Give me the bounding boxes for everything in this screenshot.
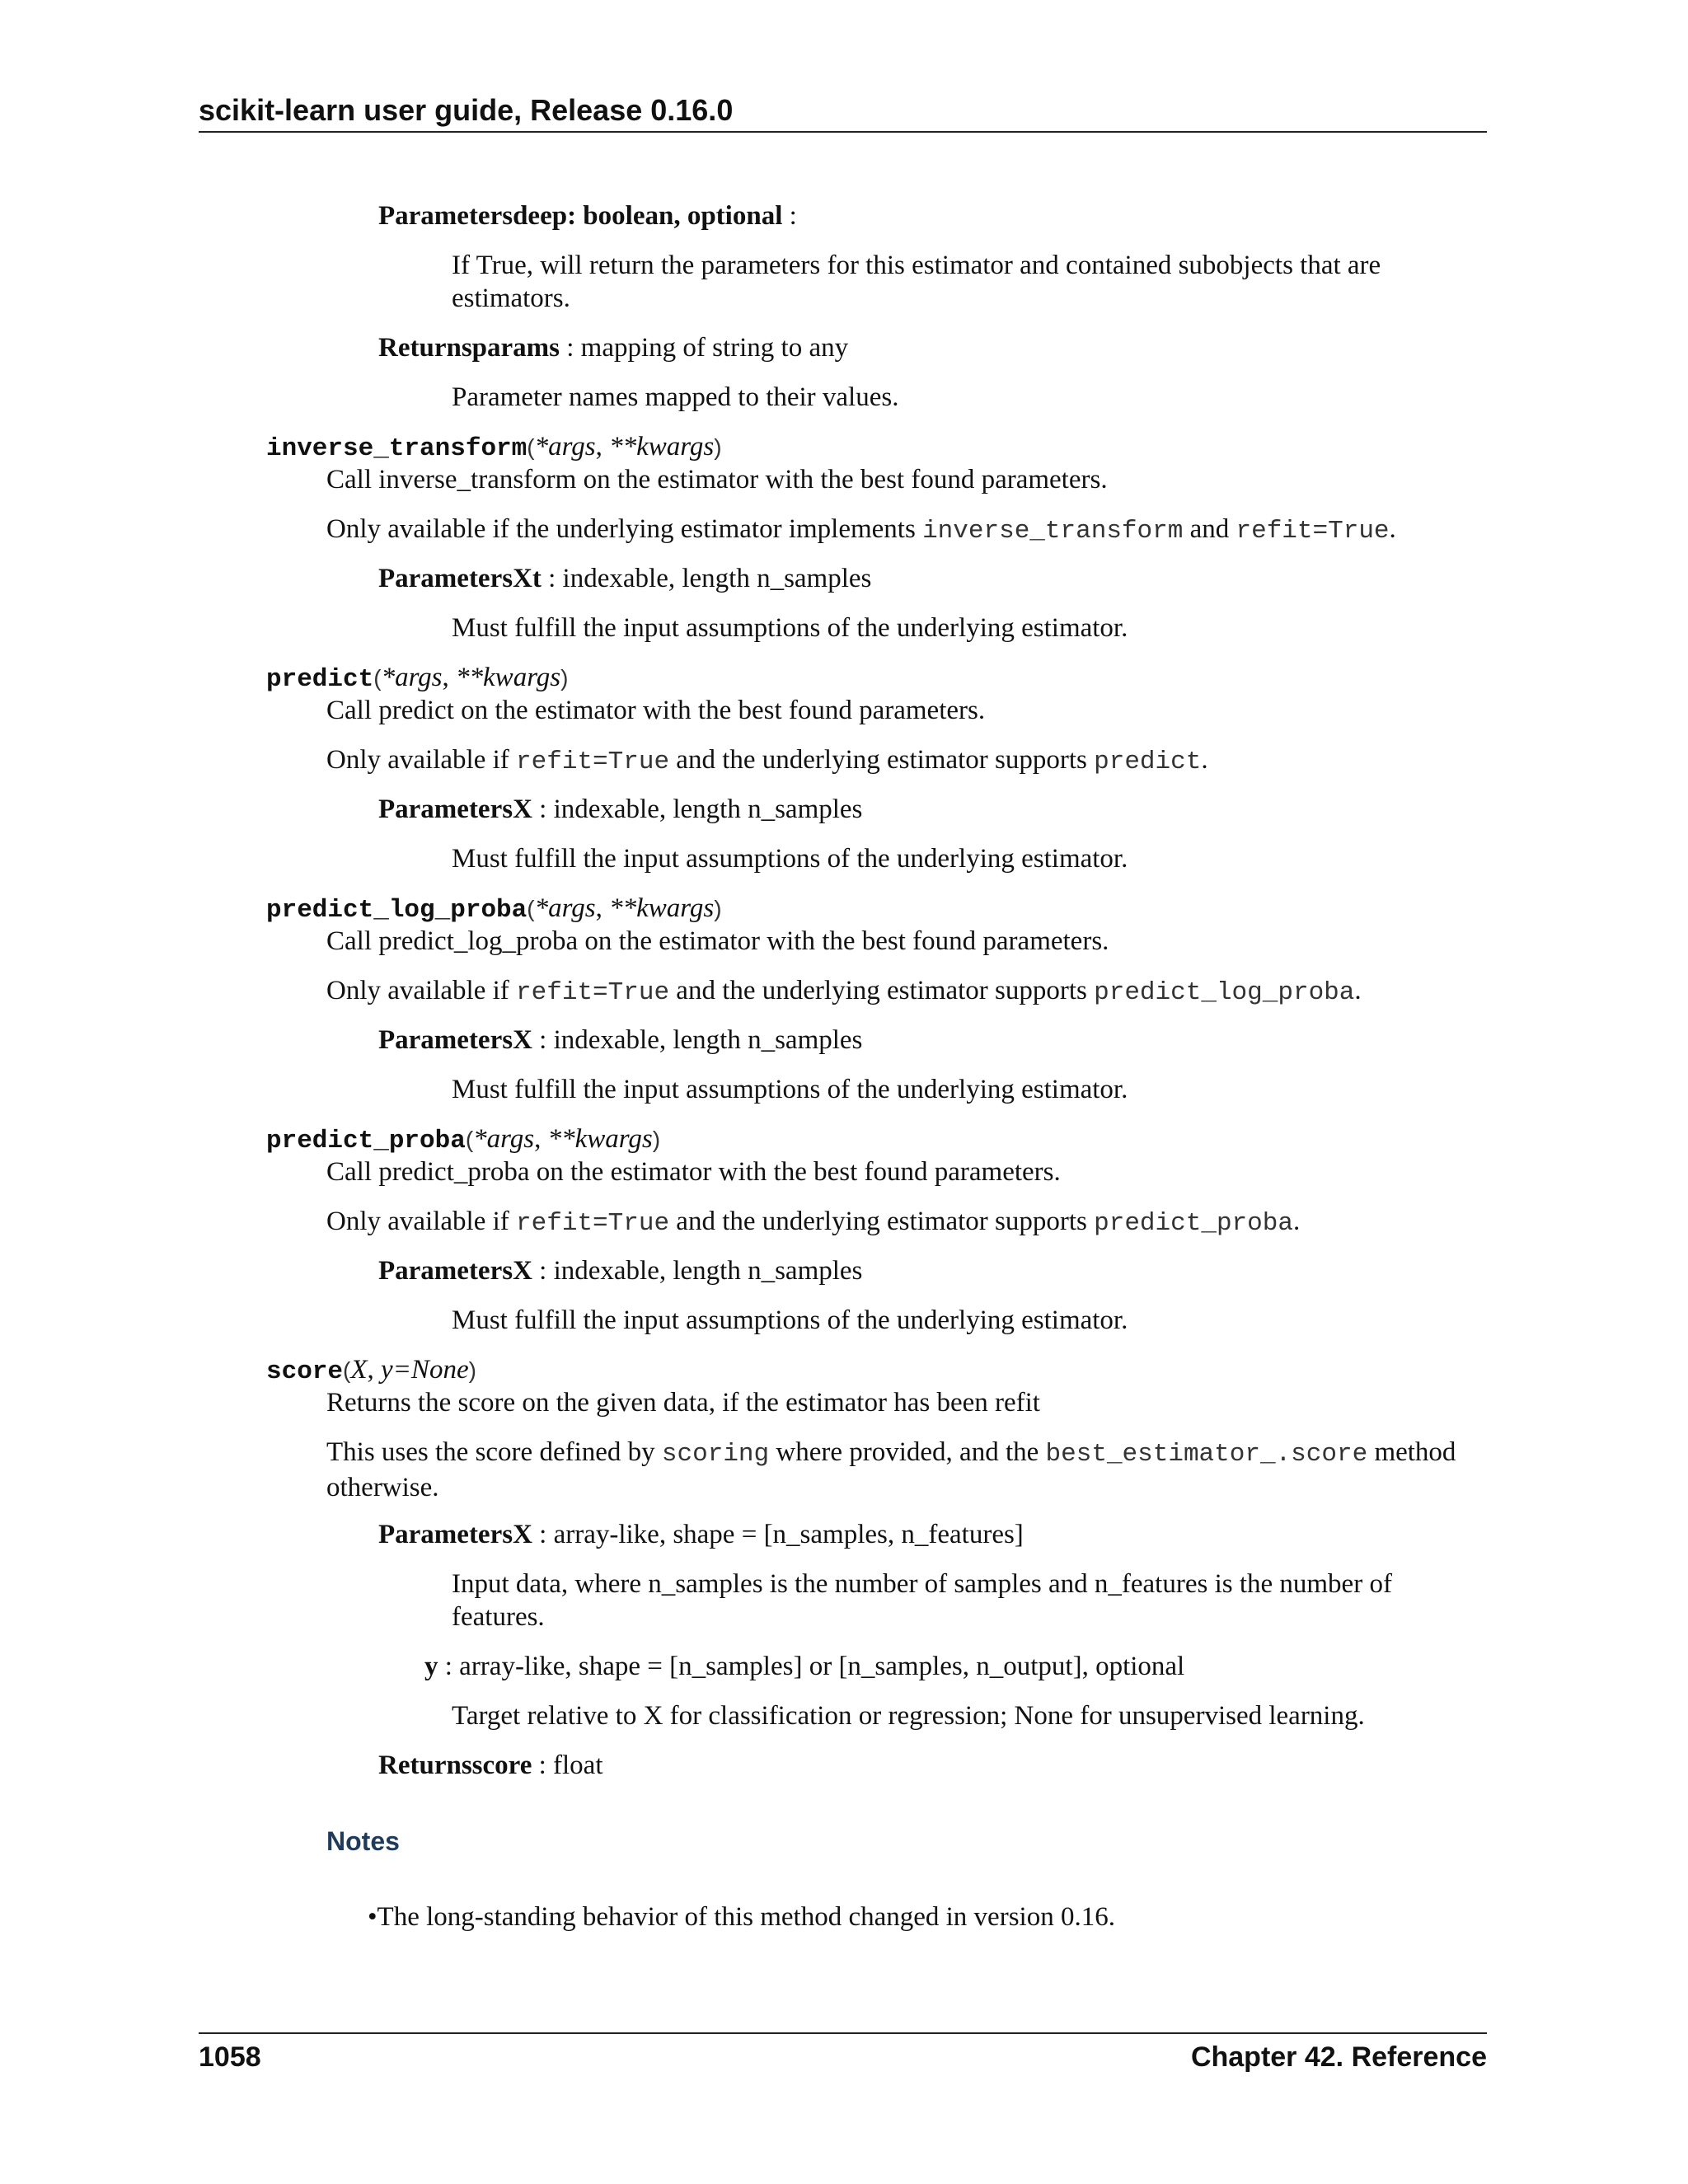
running-footer xyxy=(199,2032,1487,2074)
param-x: ParametersX : indexable, length n_samples xyxy=(378,1256,863,1286)
notes-heading: Notes xyxy=(326,1826,400,1856)
param-x-desc: Must fulfill the input assumptions of the underlying estimator. xyxy=(452,1075,1128,1104)
param-xt: ParametersXt : indexable, length n_samples xyxy=(378,564,872,593)
method-signature-predict-log-proba[interactable]: predict_log_proba(*args, **kwargs) xyxy=(266,893,722,925)
availability-note: Only available if refit=True and the underlying estimator supports predict. xyxy=(326,745,1208,776)
param-deep: Parametersdeep: boolean, optional : xyxy=(378,201,797,231)
param-xt-desc: Must fulfill the input assumptions of the underlying estimator. xyxy=(452,613,1128,643)
method-description: Call predict_proba on the estimator with the best found parameters. xyxy=(326,1157,1061,1187)
param-x-desc: Must fulfill the input assumptions of the underlying estimator. xyxy=(452,1305,1128,1335)
param-x-desc: Input data, where n_samples is the number of samples and n_features is the number of features. xyxy=(452,1569,1392,1632)
returns-params-desc: Parameter names mapped to their values. xyxy=(452,382,899,412)
param-y-desc: Target relative to X for classification or regression; None for unsupervised learning. xyxy=(452,1701,1365,1731)
method-description: Call predict on the estimator with the best found parameters. xyxy=(326,696,986,725)
method-signature-predict-proba[interactable]: predict_proba(*args, **kwargs) xyxy=(266,1124,661,1155)
availability-note: Only available if the underlying estimator implements inverse_transform and refit=True. xyxy=(326,514,1396,546)
method-signature-inverse-transform[interactable]: inverse_transform(*args, **kwargs) xyxy=(266,432,722,463)
param-x: ParametersX : indexable, length n_samples xyxy=(378,1025,863,1055)
chapter-title: Chapter 42. Reference xyxy=(1190,2041,1487,2073)
param-x-desc: Must fulfill the input assumptions of the underlying estimator. xyxy=(452,844,1128,874)
param-x: ParametersX : indexable, length n_samples xyxy=(378,794,863,824)
method-description: Call predict_log_proba on the estimator with the best found parameters. xyxy=(326,926,1109,956)
method-signature-score[interactable]: score(X, y=None) xyxy=(266,1355,476,1386)
returns-score: Returnsscore : float xyxy=(378,1750,603,1780)
availability-note: Only available if refit=True and the underlying estimator supports predict_log_proba. xyxy=(326,976,1362,1007)
returns-params: Returnsparams : mapping of string to any xyxy=(378,333,849,363)
method-description: Returns the score on the given data, if the estimator has been refit xyxy=(326,1388,1040,1418)
param-y: y : array-like, shape = [n_samples] or [n_samples, n_output], optional xyxy=(424,1652,1185,1681)
param-x: ParametersX : array-like, shape = [n_samples, n_features] xyxy=(378,1520,1024,1549)
page-number: 1058 xyxy=(199,2041,261,2073)
availability-note: Only available if refit=True and the underlying estimator supports predict_proba. xyxy=(326,1207,1301,1238)
notes-bullet: •The long-standing behavior of this method changed in version 0.16. xyxy=(368,1902,1115,1932)
scoring-note: This uses the score defined by scoring where provided, and the best_estimator_.score method otherwise. xyxy=(326,1437,1456,1502)
method-description: Call inverse_transform on the estimator with the best found parameters. xyxy=(326,465,1108,494)
running-header: scikit-learn user guide, Release 0.16.0 xyxy=(199,92,1487,133)
param-deep-desc: If True, will return the parameters for this estimator and contained subobjects that are estimators. xyxy=(452,251,1381,313)
method-signature-predict[interactable]: predict(*args, **kwargs) xyxy=(266,663,569,694)
